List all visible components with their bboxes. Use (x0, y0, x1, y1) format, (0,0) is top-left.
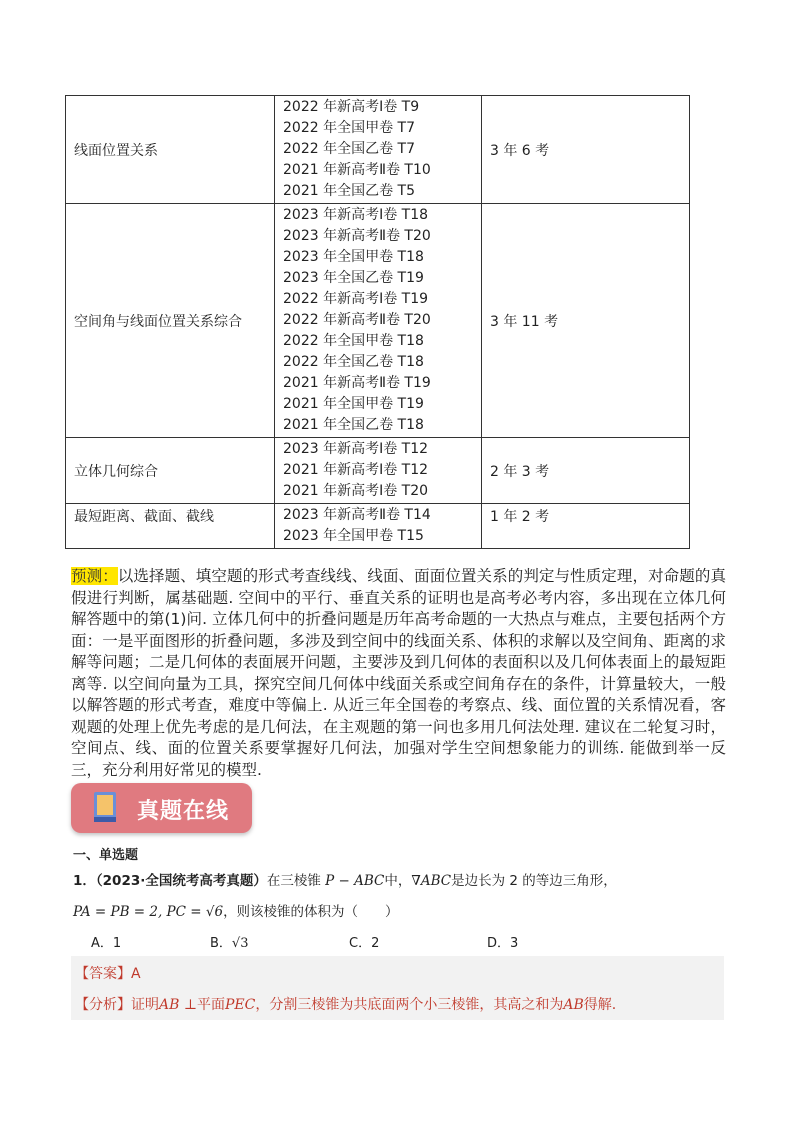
section-heading: 一、单选题 (73, 848, 139, 863)
option-label: B． (210, 936, 232, 951)
analysis-text: 证明 (131, 997, 159, 1013)
option-value: 3 (510, 936, 519, 951)
option-label: A． (91, 936, 113, 951)
analysis-text: 平面 (197, 997, 226, 1013)
math-expression: AB ⊥ (159, 997, 198, 1013)
paper-item: 2022 年全国甲卷 T18 (283, 333, 424, 349)
option-label: D． (487, 936, 511, 951)
question-stem-continued (73, 900, 399, 920)
count-cell: 3 年 11 考 (482, 204, 690, 438)
analysis-tag: 【分析】 (75, 997, 131, 1013)
question-number: 1． (73, 873, 96, 889)
topic-cell: 最短距离、截面、截线 (66, 504, 275, 549)
option-value: 2 (371, 936, 380, 951)
option-value: √3 (231, 936, 249, 951)
paper-item: 2021 年新高考Ⅰ卷 T20 (283, 483, 429, 499)
answer-box (71, 956, 724, 1020)
count-cell: 1 年 2 考 (482, 504, 690, 549)
paper-item: 2023 年全国乙卷 T19 (283, 270, 424, 286)
paper-item: 2023 年全国甲卷 T15 (283, 528, 424, 544)
paper-item: 2021 年全国乙卷 T5 (283, 183, 415, 199)
papers-cell (275, 438, 482, 504)
analysis-text: ，分割三棱锥为共底面两个小三棱锥，其高之和为 (255, 997, 564, 1013)
paper-item: 2021 年新高考Ⅰ卷 T12 (283, 462, 429, 478)
paper-item: 2023 年新高考Ⅰ卷 T18 (283, 207, 429, 223)
option-value: 1 (112, 936, 122, 951)
question-text: ，则该棱锥的体积为（ ） (223, 904, 399, 920)
paper-item: 2022 年全国乙卷 T18 (283, 354, 424, 370)
option-c[interactable] (349, 932, 379, 951)
math-triangle: ∇ABC (411, 873, 452, 889)
paper-item: 2021 年全国乙卷 T18 (283, 417, 424, 433)
table-row (66, 438, 690, 504)
paper-item: 2022 年新高考Ⅰ卷 T19 (283, 291, 429, 307)
question-text: 是边长为 2 的等边三角形， (451, 873, 617, 889)
topic-cell: 线面位置关系 (66, 96, 275, 204)
paper-item: 2022 年新高考Ⅱ卷 T20 (283, 312, 431, 328)
math-pyramid: P − ABC (325, 873, 385, 889)
forecast-label: 预测： (71, 567, 118, 585)
paper-item: 2022 年全国甲卷 T7 (283, 120, 415, 136)
paper-item: 2023 年新高考Ⅱ卷 T14 (283, 507, 431, 523)
question-text: 中， (384, 873, 412, 889)
paper-item: 2022 年全国乙卷 T7 (283, 141, 415, 157)
answer-value: A (131, 966, 141, 982)
papers-cell (275, 504, 482, 549)
question-stem (73, 869, 617, 889)
option-b[interactable] (210, 932, 248, 951)
banner-title: 真题在线 (137, 799, 230, 824)
book-icon (94, 792, 116, 822)
forecast-text: 以选择题、填空题的形式考查线线、线面、面面位置关系的判定与性质定理，对命题的真假进行判断，属基础题. 空间中的平行、垂直关系的证明也是高考必考内容，多出现在立体几何解答题中的第(1)问. 立体几何中的折叠问题是历年高考命题的一大热点与难点，主要包括两个方面：一是平面图形的折叠问题，多涉及到空间中的线面关系、体积的求解以及空间角、距离的求解等问题；二是几何体的表面展开问题，主要涉及到几何体的表面积以及几何体表面上的最短距离等. 以空间向量为工具，探究空间几何体中线面关系或空间角存在的条件，计算量较大，一般以解答题的形式考查，难度中等偏上. 从近三年全国卷的考察点、线、面位置的关系情况看，客观题的处理上优先考虑的是几何法，在主观题的第一问也多用几何法处理. 建议在二轮复习时，空间点、线、面的位置关系要掌握好几何法，加强对学生空间想象能力的训练. 能做到举一反三，充分利用好常见的模型. (71, 567, 726, 779)
table-row (66, 96, 690, 204)
paper-item: 2021 年全国甲卷 T19 (283, 396, 424, 412)
table-row (66, 504, 690, 549)
analysis-line (75, 994, 616, 1014)
question-text: 在三棱锥 (266, 873, 321, 889)
papers-cell (275, 96, 482, 204)
paper-item: 2021 年新高考Ⅱ卷 T19 (283, 375, 431, 391)
option-label: C． (349, 936, 372, 951)
paper-item: 2022 年新高考Ⅰ卷 T9 (283, 99, 420, 115)
section-banner (71, 783, 252, 833)
count-cell: 3 年 6 考 (482, 96, 690, 204)
option-a[interactable] (91, 932, 121, 951)
math-expression: AB (563, 997, 584, 1013)
answer-line (75, 963, 141, 983)
paper-item: 2021 年新高考Ⅱ卷 T10 (283, 162, 431, 178)
answer-tag: 【答案】 (75, 966, 131, 982)
question-source: （2023·全国统考高考真题） (95, 873, 267, 889)
math-expression: PEC (225, 997, 256, 1013)
paper-item: 2023 年新高考Ⅱ卷 T20 (283, 228, 431, 244)
paper-item: 2023 年全国甲卷 T18 (283, 249, 424, 265)
option-d[interactable] (487, 932, 518, 951)
paper-item: 2023 年新高考Ⅰ卷 T12 (283, 441, 429, 457)
analysis-text: 得解. (583, 997, 617, 1013)
papers-cell (275, 204, 482, 438)
topic-cell: 空间角与线面位置关系综合 (66, 204, 275, 438)
count-cell: 2 年 3 考 (482, 438, 690, 504)
exam-statistics-table (65, 95, 690, 549)
table-row (66, 204, 690, 438)
topic-cell: 立体几何综合 (66, 438, 275, 504)
forecast-paragraph (71, 566, 726, 781)
math-condition: PA = PB = 2, PC = √6 (73, 904, 224, 920)
